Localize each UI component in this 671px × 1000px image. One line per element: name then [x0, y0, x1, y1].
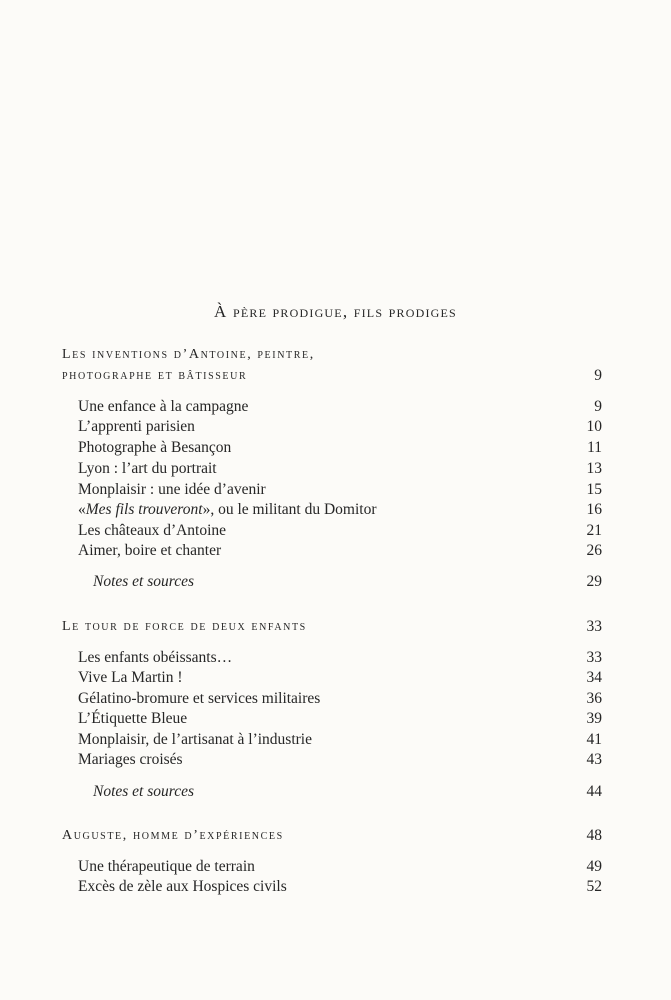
toc-notes-entry: [62, 572, 602, 592]
notes-page-number: 29: [586, 573, 602, 590]
toc-entry: [62, 709, 602, 729]
chapter-heading-row: [62, 826, 602, 846]
entry-title: Mariages croisés: [78, 751, 183, 768]
entry-title: Lyon : l’art du portrait: [78, 460, 217, 477]
chapter-heading-row: [62, 617, 602, 637]
toc-entry: [62, 541, 602, 561]
entry-title: Vive La Martin !: [78, 669, 183, 686]
chapter-heading-row: [62, 366, 602, 386]
chapter-title-line: Les inventions d’Antoine, peintre,: [62, 347, 315, 362]
entry-page-number: 52: [586, 878, 602, 895]
chapter-page-number: 48: [586, 827, 602, 844]
chapter-title-line: photographe et bâtisseur: [62, 368, 248, 383]
chapter-title: Le tour de force de deux enfants: [62, 619, 307, 634]
toc-entry: [62, 750, 602, 770]
entry-page-number: 41: [586, 731, 602, 748]
chapter-page-number: 33: [586, 618, 602, 635]
entry-title-rest: », ou le militant du Domitor: [202, 501, 377, 518]
entry-page-number: 26: [586, 542, 602, 559]
entry-title: Une enfance à la campagne: [78, 398, 249, 415]
entry-title: Gélatino-bromure et services militaires: [78, 690, 321, 707]
toc-notes-entry: [62, 782, 602, 802]
part-title: À père prodigue, fils prodiges: [214, 302, 457, 321]
entry-title: Excès de zèle aux Hospices civils: [78, 878, 287, 895]
entry-page-number: 13: [586, 460, 602, 477]
entry-page-number: 21: [586, 522, 602, 539]
entry-title: Les châteaux d’Antoine: [78, 522, 227, 539]
entry-title: Monplaisir, de l’artisanat à l’industrie: [78, 731, 312, 748]
entry-title: [78, 500, 377, 520]
entry-title: Aimer, boire et chanter: [78, 542, 222, 559]
entry-title: Monplaisir : une idée d’avenir: [78, 481, 266, 498]
entry-page-number: 43: [586, 751, 602, 768]
entry-page-number: 15: [586, 481, 602, 498]
entry-page-number: 36: [586, 690, 602, 707]
chapter-page-number: 9: [594, 367, 602, 384]
toc-entry: [62, 438, 602, 458]
entry-page-number: 39: [586, 710, 602, 727]
entry-page-number: 11: [587, 439, 602, 456]
entry-title-open-quote: «: [78, 501, 86, 518]
notes-title: Notes et sources: [93, 783, 195, 800]
notes-title: Notes et sources: [93, 573, 195, 590]
chapter-title: Auguste, homme d’expériences: [62, 828, 284, 843]
toc-entry: [62, 668, 602, 688]
toc-entry: [62, 521, 602, 541]
entry-page-number: 33: [586, 649, 602, 666]
toc-entry: [62, 877, 602, 897]
toc-entry: [62, 397, 602, 417]
toc-entry: [62, 417, 602, 437]
notes-page-number: 44: [586, 783, 602, 800]
entry-title-italic: Mes fils trouveront: [85, 501, 203, 518]
entry-page-number: 9: [594, 398, 602, 415]
toc-entry: [62, 730, 602, 750]
entry-page-number: 10: [586, 418, 602, 435]
entry-page-number: 49: [586, 858, 602, 875]
toc-entry: [62, 648, 602, 668]
toc-entry: [62, 480, 602, 500]
entry-title: L’Étiquette Bleue: [78, 710, 188, 727]
entry-title: Photographe à Besançon: [78, 439, 232, 456]
entry-title: Une thérapeutique de terrain: [78, 858, 255, 875]
entry-title: L’apprenti parisien: [78, 418, 195, 435]
toc-entry: [62, 459, 602, 479]
entry-page-number: 16: [586, 501, 602, 518]
entry-page-number: 34: [586, 669, 602, 686]
toc-entry: [62, 857, 602, 877]
entry-title: Les enfants obéissants…: [78, 649, 233, 666]
toc-entry: [62, 500, 602, 520]
chapter-heading: [62, 344, 602, 366]
toc-entry: [62, 689, 602, 709]
